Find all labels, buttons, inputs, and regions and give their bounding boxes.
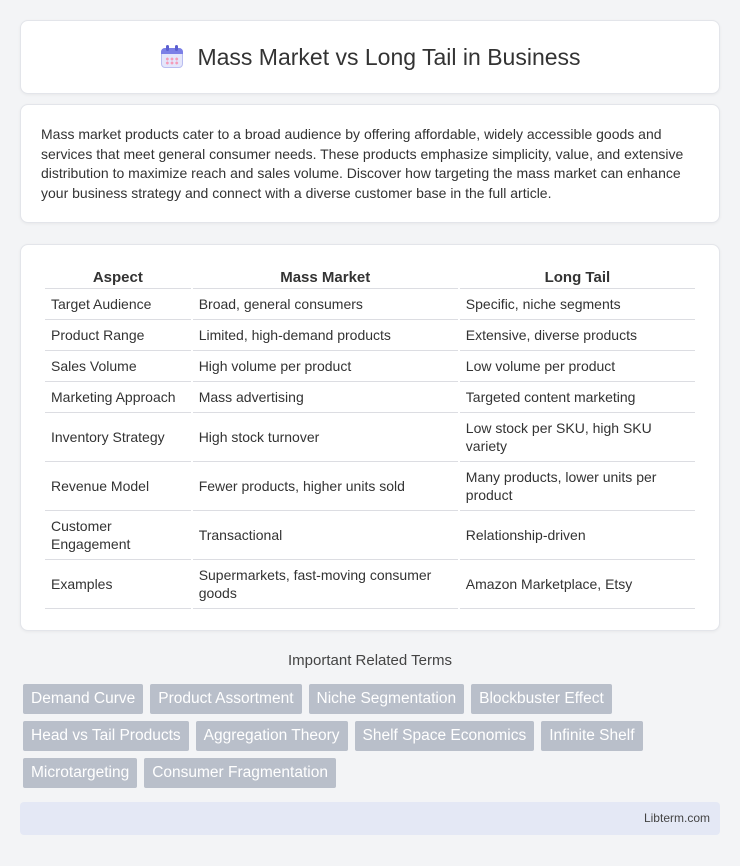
tag-demand-curve[interactable]: Demand Curve: [23, 684, 143, 714]
cell-long-tail: Amazon Marketplace, Etsy: [460, 560, 695, 609]
tag-shelf-space-economics[interactable]: Shelf Space Economics: [355, 721, 535, 751]
cell-mass-market: High volume per product: [193, 351, 458, 382]
cell-long-tail: Relationship-driven: [460, 511, 695, 560]
cell-aspect: Inventory Strategy: [45, 413, 191, 462]
tag-blockbuster-effect[interactable]: Blockbuster Effect: [471, 684, 612, 714]
footer: [20, 802, 720, 835]
footer-site-link[interactable]: Libterm.com: [643, 811, 710, 825]
tag-head-vs-tail-products[interactable]: Head vs Tail Products: [23, 721, 189, 751]
intro-card: [20, 104, 720, 223]
table-row: [45, 351, 695, 382]
cell-long-tail: Extensive, diverse products: [460, 320, 695, 351]
cell-aspect: Customer Engagement: [45, 511, 191, 560]
table-row: [45, 413, 695, 462]
cell-mass-market: High stock turnover: [193, 413, 458, 462]
cell-long-tail: Specific, niche segments: [460, 289, 695, 320]
cell-mass-market: Broad, general consumers: [193, 289, 458, 320]
cell-mass-market: Transactional: [193, 511, 458, 560]
cell-long-tail: Targeted content marketing: [460, 382, 695, 413]
tag-microtargeting[interactable]: Microtargeting: [23, 758, 137, 788]
table-row: [45, 560, 695, 609]
header-aspect: Aspect: [45, 265, 191, 289]
cell-aspect: Sales Volume: [45, 351, 191, 382]
title-card: [20, 20, 720, 94]
cell-long-tail: Many products, lower units per product: [460, 462, 695, 511]
cell-long-tail: Low stock per SKU, high SKU variety: [460, 413, 695, 462]
header-mass-market: Mass Market: [193, 265, 458, 289]
related-terms-title: Important Related Terms: [288, 652, 452, 669]
page-title: Mass Market vs Long Tail in Business: [197, 43, 581, 70]
cell-aspect: Marketing Approach: [45, 382, 191, 413]
table-row: [45, 289, 695, 320]
tag-product-assortment[interactable]: Product Assortment: [150, 684, 301, 714]
calendar-icon: [159, 44, 185, 70]
table-header-row: [45, 265, 695, 289]
comparison-table: [43, 265, 697, 609]
table-row: [45, 382, 695, 413]
cell-aspect: Examples: [45, 560, 191, 609]
cell-aspect: Revenue Model: [45, 462, 191, 511]
related-terms-list: [23, 684, 723, 795]
table-row: [45, 511, 695, 560]
cell-mass-market: Fewer products, higher units sold: [193, 462, 458, 511]
cell-aspect: Target Audience: [45, 289, 191, 320]
intro-text: Mass market products cater to a broad audience by offering affordable, widely accessible goods and services that meet general consumer needs. These products emphasize simplicity, value, and extensive distribution to maximize reach and sales volume. Discover how targeting the mass market can enhance your business strategy and connect with a diverse customer base in the full article.: [41, 126, 684, 201]
cell-aspect: Product Range: [45, 320, 191, 351]
table-row: [45, 320, 695, 351]
tag-consumer-fragmentation[interactable]: Consumer Fragmentation: [144, 758, 336, 788]
cell-mass-market: Supermarkets, fast-moving consumer goods: [193, 560, 458, 609]
tag-aggregation-theory[interactable]: Aggregation Theory: [196, 721, 348, 751]
tag-niche-segmentation[interactable]: Niche Segmentation: [309, 684, 465, 714]
cell-mass-market: Limited, high-demand products: [193, 320, 458, 351]
comparison-card: [20, 244, 720, 631]
header-long-tail: Long Tail: [460, 265, 695, 289]
table-row: [45, 462, 695, 511]
tag-infinite-shelf[interactable]: Infinite Shelf: [541, 721, 642, 751]
cell-mass-market: Mass advertising: [193, 382, 458, 413]
cell-long-tail: Low volume per product: [460, 351, 695, 382]
